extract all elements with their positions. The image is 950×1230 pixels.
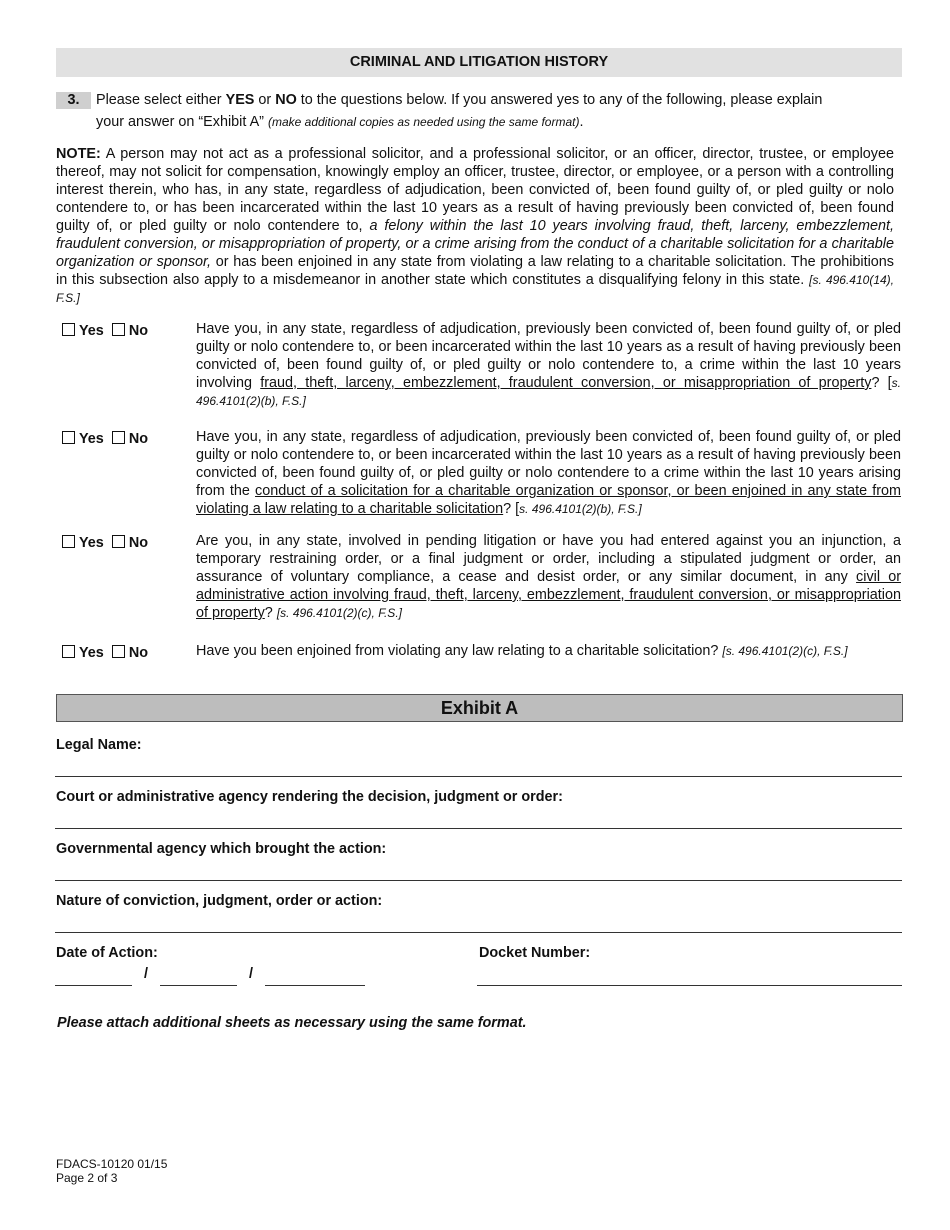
no-checkbox[interactable]: No [112,645,148,661]
date-separator: / [144,966,148,982]
nature-label: Nature of conviction, judgment, order or action: [56,893,383,909]
court-field[interactable] [55,828,902,829]
court-label: Court or administrative agency rendering the decision, judgment or order: [56,789,563,805]
no-checkbox[interactable]: No [112,431,148,447]
yes-checkbox[interactable]: Yes [62,645,104,661]
date-separator: / [249,966,253,982]
question-3-yes-no [62,534,172,552]
legal-name-label: Legal Name: [56,737,142,753]
attach-note: Please attach additional sheets as necessary using the same format. [57,1015,527,1031]
legal-name-field[interactable] [55,776,902,777]
docket-number-field[interactable] [477,985,902,986]
question-2-yes-no [62,430,172,448]
footer [56,1157,167,1185]
yes-checkbox[interactable]: Yes [62,431,104,447]
date-month-field[interactable] [55,985,132,986]
question-3-text: Are you, in any state, involved in pending litigation or have you had entered against you an injunction, a temporary restraining order, or a final judgment or order, including a stipulated judgment or order, an assurance of voluntary compliance, a cease and desist order, or any similar document, in any civil or administrative action involving fraud, theft, larceny, embezzlement, fraudulent conversion, or misappropriation of property? [s. 496.4101(2)(c), F.S.] [196,533,901,621]
date-year-field[interactable] [265,985,365,986]
instruction-line-2: your answer on “Exhibit A” (make additional copies as needed using the same format). [96,114,584,130]
question-2-text: Have you, in any state, regardless of adjudication, previously been convicted of, been found guilty of, or pled guilty or nolo contendere to, or been incarcerated within the last 10 years as a result of having previously been convicted of, been found guilty of, or pled guilty or nolo contendere to a crime within the last 10 years arising from the conduct of a solicitation for a charitable organization or sponsor, or been enjoined in any state from violating a law relating to a charitable solicitation? [s. 496.4101(2)(b), F.S.] [196,429,901,517]
yes-checkbox[interactable]: Yes [62,535,104,551]
agency-field[interactable] [55,880,902,881]
page-number: Page 2 of 3 [56,1171,118,1185]
date-day-field[interactable] [160,985,237,986]
note-label: NOTE: [56,146,101,162]
no-checkbox[interactable]: No [112,323,148,339]
date-of-action-label: Date of Action: [56,945,158,961]
question-4-yes-no [62,644,172,662]
docket-number-label: Docket Number: [479,945,591,961]
question-4-text: Have you been enjoined from violating any law relating to a charitable solicitation? [s. 496.4101(2)(c), F.S.] [196,643,848,659]
question-1-yes-no [62,322,172,340]
no-checkbox[interactable]: No [112,535,148,551]
instruction-line-1: Please select either YES or NO to the questions below. If you answered yes to any of the following, please explain [96,92,823,108]
agency-label: Governmental agency which brought the action: [56,841,387,857]
yes-checkbox[interactable]: Yes [62,323,104,339]
nature-field[interactable] [55,932,902,933]
question-1-text: Have you, in any state, regardless of adjudication, previously been convicted of, been found guilty of, or pled guilty or nolo contendere to, or been incarcerated within the last 10 years as a result of having previously been convicted of, been found guilty of, or pled guilty or nolo contendere to, a crime within the last 10 years involving fraud, theft, larceny, embezzlement, fraudulent conversion, or misappropriation of property? [s. 496.4101(2)(b), F.S.] [196,321,901,408]
question-number: 3. [56,92,91,109]
section-title: CRIMINAL AND LITIGATION HISTORY [56,48,902,77]
legal-note: NOTE: A person may not act as a professional solicitor, and a professional solicitor, or an officer, director, trustee, or employee thereof, may not solicit for compensation, knowingly employ an officer, trustee, director, or employee, or a person with a controlling interest therein, who has, in any state, regardless of adjudication, been convicted of, been found guilty of, or pled guilty or nolo contendere to, or has been incarcerated within the last 10 years as a result of having previously been convicted of, been found guilty of, or pled guilty or nolo contendere to, a felony within the last 10 years involving fraud, theft, larceny, embezzlement, fraudulent conversion, or misappropriation of property, or a crime arising from the conduct of a charitable solicitation for a charitable organization or sponsor, or has been enjoined in any state from violating a law relating to a charitable solicitation. The prohibitions in this subsection also apply to a misdemeanor in another state which constitutes a disqualifying felony in this state. [s. 496.410(14), F.S.] [56,146,895,305]
form-id: FDACS-10120 01/15 [56,1157,168,1171]
exhibit-a-header: Exhibit A [56,694,903,722]
